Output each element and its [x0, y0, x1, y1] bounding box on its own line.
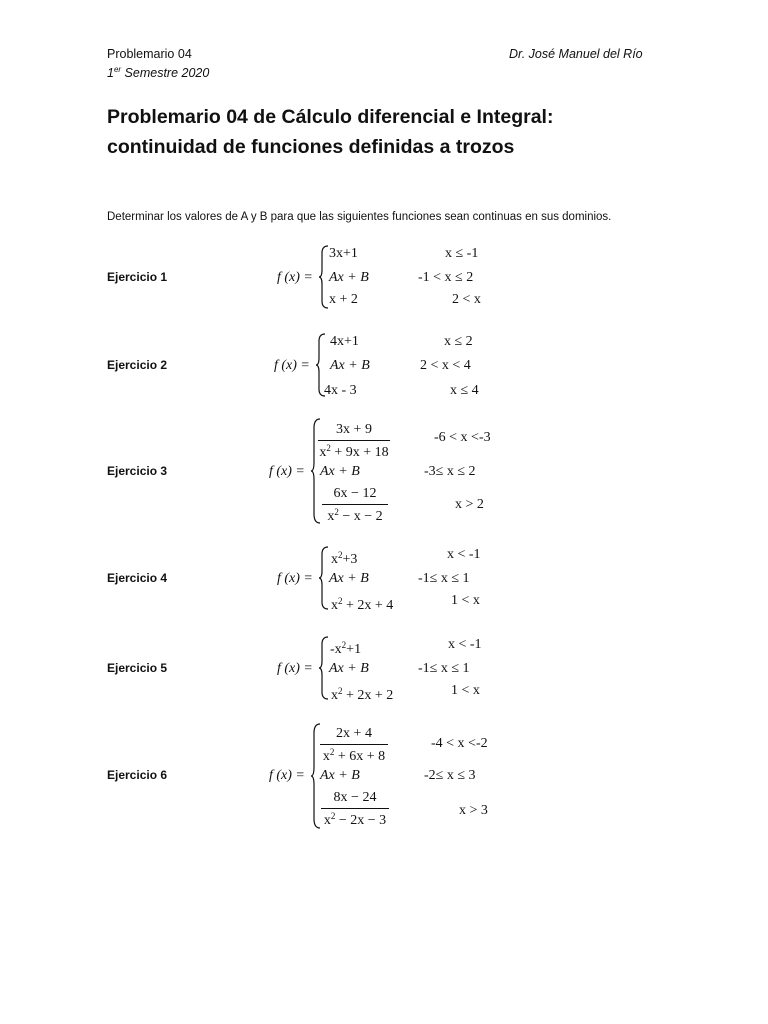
semester-number: 1	[107, 66, 114, 81]
fraction	[320, 726, 388, 765]
piece-condition: 1 < x	[451, 593, 480, 608]
piece-expression: 4x - 3	[324, 383, 357, 398]
piece-expression: Ax + B	[320, 768, 360, 783]
expr-exponent: 2	[338, 686, 343, 696]
piece-condition: -2≤ x ≤ 3	[424, 768, 476, 783]
expr-base: x	[331, 688, 338, 703]
page-title	[107, 102, 667, 162]
den-rest: − x − 2	[338, 509, 383, 524]
den-base: x	[322, 749, 330, 764]
function-label: f (x) =	[277, 270, 313, 285]
den-exponent: 2	[334, 507, 339, 517]
denominator	[322, 504, 388, 525]
expr-rest: +1	[346, 642, 362, 657]
exercise-label: Ejercicio 3	[107, 464, 168, 478]
den-base: x	[319, 445, 327, 460]
piece-condition: -3≤ x ≤ 2	[424, 464, 476, 479]
piece-expression	[330, 637, 361, 658]
piece-expression: Ax + B	[320, 464, 360, 479]
den-exponent: 2	[326, 443, 331, 453]
header-author: Dr. José Manuel del Río	[509, 47, 643, 61]
fraction	[321, 790, 389, 829]
piece-expression	[331, 683, 393, 704]
piece-condition: -1 < x ≤ 2	[418, 270, 474, 285]
piece-expression: x + 2	[329, 292, 358, 307]
denominator	[320, 744, 388, 765]
numerator: 8x − 24	[333, 790, 377, 805]
exercise-label: Ejercicio 5	[107, 661, 168, 675]
function-label: f (x) =	[277, 571, 313, 586]
piece-condition: 2 < x < 4	[420, 358, 471, 373]
den-rest: + 9x + 18	[330, 445, 389, 460]
expr-base: x	[331, 552, 338, 567]
piece-condition: x ≤ 4	[450, 383, 479, 398]
semester-text: Semestre 2020	[121, 66, 210, 81]
piece-condition: x ≤ -1	[445, 246, 479, 261]
expr-exponent: 2	[338, 550, 343, 560]
piece-expression: 4x+1	[330, 334, 359, 349]
title-line-1: Problemario 04 de Cálculo diferencial e Integral:	[107, 106, 554, 128]
denominator	[318, 440, 390, 461]
piece-expression	[331, 547, 357, 568]
den-rest: + 6x + 8	[334, 749, 386, 764]
numerator: 6x − 12	[333, 486, 377, 501]
expr-exponent: 2	[341, 640, 347, 650]
piece-condition: x > 2	[455, 497, 484, 512]
instructions: Determinar los valores de A y B para que las siguientes funciones sean continuas en sus dominios.	[107, 211, 612, 223]
denominator	[321, 808, 389, 829]
piece-condition: -6 < x <-3	[434, 430, 491, 445]
expr-rest: + 2x + 4	[342, 598, 394, 613]
piece-condition: -4 < x <-2	[431, 736, 488, 751]
exercise-label: Ejercicio 6	[107, 768, 168, 782]
piece-condition: x > 3	[459, 803, 488, 818]
piece-expression: Ax + B	[329, 571, 369, 586]
title-line-2: continuidad de funciones definidas a trozos	[107, 136, 515, 158]
left-brace-icon	[319, 636, 329, 700]
numerator: 3x + 9	[336, 422, 372, 437]
expr-rest: +3	[342, 552, 358, 567]
expr-rest: + 2x + 2	[342, 688, 394, 703]
exercise-label: Ejercicio 4	[107, 571, 168, 585]
header-semester	[107, 65, 209, 80]
expr-base: -x	[330, 642, 342, 657]
function-label: f (x) =	[274, 358, 310, 373]
piece-condition: 1 < x	[451, 683, 480, 698]
piece-condition: -1≤ x ≤ 1	[418, 661, 470, 676]
exercise-label: Ejercicio 2	[107, 358, 168, 372]
expr-exponent: 2	[338, 596, 343, 606]
den-exponent: 2	[329, 747, 335, 757]
piece-expression: Ax + B	[330, 358, 370, 373]
piece-expression	[331, 593, 393, 614]
piece-condition: x < -1	[448, 637, 482, 652]
numerator: 2x + 4	[336, 726, 372, 741]
den-base: x	[323, 813, 331, 828]
piece-expression: Ax + B	[329, 661, 369, 676]
exercise-label: Ejercicio 1	[107, 270, 168, 284]
den-rest: − 2x − 3	[335, 813, 387, 828]
den-exponent: 2	[330, 811, 336, 821]
function-label: f (x) =	[269, 768, 305, 783]
expr-base: x	[331, 598, 338, 613]
fraction	[318, 422, 390, 461]
fraction	[322, 486, 388, 525]
left-brace-icon	[319, 245, 329, 309]
piece-condition: 2 < x	[452, 292, 481, 307]
piece-condition: -1≤ x ≤ 1	[418, 571, 470, 586]
piece-condition: x < -1	[447, 547, 481, 562]
left-brace-icon	[319, 546, 329, 610]
piece-expression: 3x+1	[329, 246, 358, 261]
function-label: f (x) =	[269, 464, 305, 479]
piece-expression: Ax + B	[329, 270, 369, 285]
den-base: x	[327, 509, 335, 524]
header-doc-title: Problemario 04	[107, 47, 192, 61]
piece-condition: x ≤ 2	[444, 334, 473, 349]
function-label: f (x) =	[277, 661, 313, 676]
semester-superscript: er	[113, 65, 122, 74]
